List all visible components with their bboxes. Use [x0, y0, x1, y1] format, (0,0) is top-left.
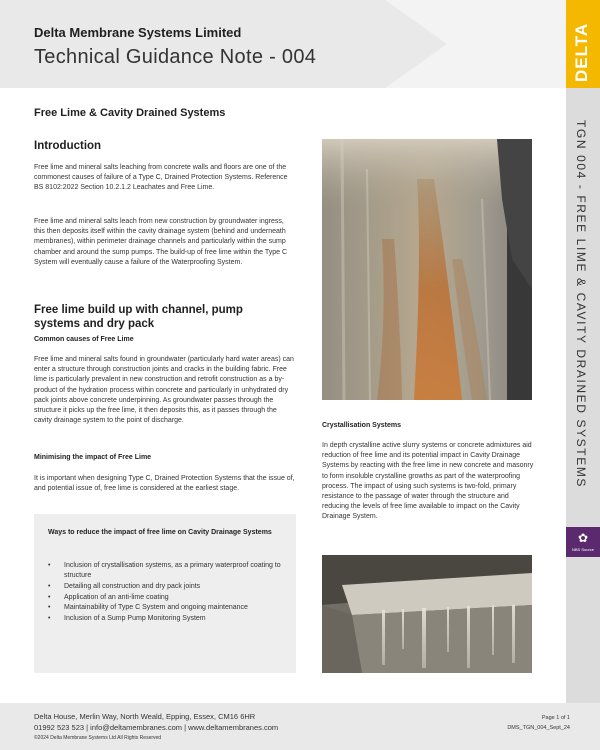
- lime-deposit-ceiling-photo: [322, 555, 532, 673]
- crystallisation-text: In depth crystalline active slurry systems or concrete admixtures aid reduction of free lime and its potential impact in Cavity Drainage Systems by reacting with the free lime in new concrete and masonry to form insoluble crystalline growths as part of the waterproofing process. The impact of using such systems is two-fold, primary resistance to the passage of water through the structure and reducing the levels of free lime available to impact on the Cavity Drainage System.: [322, 442, 534, 521]
- list-item: • Application of an anti-lime coating: [48, 593, 288, 603]
- common-causes-heading: Common causes of Free Lime: [34, 336, 134, 343]
- document-title: Technical Guidance Note - 004: [34, 46, 317, 68]
- side-strip: [566, 88, 600, 703]
- list-item: • Maintainability of Type C System and ongoing maintenance: [48, 603, 288, 613]
- build-up-heading: Free lime build up with channel, pump systems and dry pack: [34, 304, 243, 330]
- side-strip-title: TGN 004 - FREE LIME & CAVITY DRAINED SYSTEMS: [574, 120, 588, 489]
- introduction-paragraph-1: Free lime and mineral salts leaching from concrete walls and floors are one of the commonest causes of failure of a Type C, Drained Protection Systems. Reference BS 8102:2022 Section 10.2.1.2 Leachates and Free Lime.: [34, 164, 288, 192]
- nbs-label: NBS Source: [571, 547, 594, 552]
- list-item: • Inclusion of crystallisation systems, as a primary waterproof coating to structure: [48, 561, 288, 581]
- list-item: • Inclusion of a Sump Pump Monitoring System: [48, 614, 288, 624]
- footer-contact: 01992 523 523 | info@deltamembranes.com | www.deltamembranes.com: [34, 723, 279, 732]
- flower-icon: ✿: [577, 531, 589, 545]
- common-causes-text: Free lime and mineral salts found in groundwater (particularly hard water areas) can enter a structure through construction joints and cracks in the building fabric. Free lime is particularly prevalent in new construction and retrofit construction as a by-product of the hydration process within concrete and particularly in unhydrated dry pack joints above concrete underpinning. As groundwater passes through the structure it picks up the free lime, it then deposits this, as it passes through the cavity drainage system to the point of discharge.: [34, 356, 294, 425]
- nbs-source-badge: [566, 527, 600, 557]
- footer: [0, 703, 600, 750]
- page-number: Page 1 of 1: [541, 715, 570, 721]
- ways-to-reduce-box: [34, 514, 296, 673]
- introduction-paragraph-2: Free lime and mineral salts leach from new construction by groundwater ingress, this then deposits itself within the cavity drainage system (behind and underneath membranes), within perimeter drainage channels and particularly within the sump chamber and around the sump pumps. The build-up of free lime within the Type C System will eventually cause a failure of the Waterproofing System.: [34, 218, 288, 266]
- section-title: Free Lime & Cavity Drained Systems: [34, 107, 226, 119]
- ways-list: [48, 561, 288, 625]
- company-name: Delta Membrane Systems Limited: [34, 25, 242, 40]
- introduction-heading: Introduction: [34, 140, 102, 152]
- header-arrow-shape: [385, 0, 447, 88]
- footer-copyright: ©2024 Delta Membrane Systems Ltd All Rights Reserved: [34, 735, 162, 741]
- free-lime-wall-photo: [322, 139, 532, 400]
- document-reference: DMS_TGN_004_Sept_24: [507, 725, 570, 731]
- delta-logo: [566, 0, 600, 88]
- brand-text: DELTA: [572, 22, 591, 82]
- ways-box-heading: Ways to reduce the impact of free lime on Cavity Drainage Systems: [48, 529, 272, 536]
- footer-address: Delta House, Merlin Way, North Weald, Epping, Essex, CM16 6HR: [34, 712, 256, 721]
- header-right-panel: [447, 0, 566, 88]
- list-item: • Detailing all construction and dry pack joints: [48, 582, 288, 592]
- crystallisation-heading: Crystallisation Systems: [322, 422, 401, 429]
- minimising-text: It is important when designing Type C, Drained Protection Systems that the issue of, and potential issue of, free lime is considered at the earliest stage.: [34, 475, 295, 493]
- minimising-heading: Minimising the impact of Free Lime: [34, 454, 152, 461]
